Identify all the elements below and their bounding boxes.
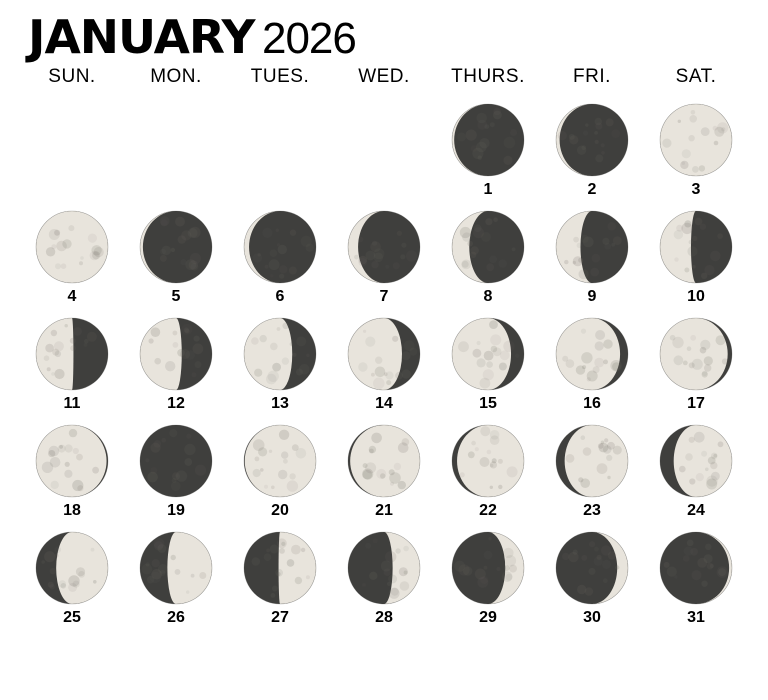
day-number: 31 (687, 609, 705, 626)
calendar-day-cell[interactable] (644, 530, 748, 637)
calendar-day-cell[interactable] (540, 316, 644, 423)
weekday-label-tues: TUES. (250, 66, 310, 87)
calendar-day-cell[interactable] (436, 316, 540, 423)
calendar-day-cell[interactable] (644, 102, 748, 209)
day-number: 18 (63, 502, 81, 519)
moon-phase-icon (242, 530, 318, 606)
day-number: 2 (587, 181, 597, 198)
calendar-day-cell[interactable] (332, 530, 436, 637)
calendar-day-cell[interactable] (332, 316, 436, 423)
moon-phase-icon (554, 423, 630, 499)
calendar-day-cell[interactable] (644, 209, 748, 316)
weekday-label-thurs: THURS. (451, 66, 525, 87)
calendar-day-cell[interactable] (332, 209, 436, 316)
day-number: 13 (271, 395, 289, 412)
moon-phase-icon (450, 530, 526, 606)
weekday-label-sun: SUN. (48, 66, 96, 87)
day-number: 6 (275, 288, 285, 305)
weekday-label-mon: MON. (150, 66, 202, 87)
calendar-day-cell[interactable] (20, 423, 124, 530)
moon-phase-icon (138, 316, 214, 392)
calendar-day-cell[interactable] (124, 530, 228, 637)
moon-phase-icon (34, 530, 110, 606)
day-number: 17 (687, 395, 705, 412)
day-number: 22 (479, 502, 497, 519)
calendar-day-cell[interactable] (436, 209, 540, 316)
day-number: 4 (67, 288, 77, 305)
calendar-day-cell[interactable] (124, 423, 228, 530)
calendar-grid (14, 102, 754, 637)
calendar-day-cell[interactable] (436, 102, 540, 209)
day-number: 10 (687, 288, 705, 305)
day-number: 8 (483, 288, 493, 305)
moon-phase-icon (34, 209, 110, 285)
moon-phase-icon (138, 530, 214, 606)
day-number: 7 (379, 288, 389, 305)
moon-phase-icon (658, 530, 734, 606)
calendar-day-cell[interactable] (644, 423, 748, 530)
day-number: 29 (479, 609, 497, 626)
moon-phase-icon (346, 423, 422, 499)
calendar-day-cell[interactable] (228, 316, 332, 423)
moon-phase-icon (346, 530, 422, 606)
calendar-day-cell[interactable] (540, 423, 644, 530)
moon-phase-icon (554, 102, 630, 178)
calendar-day-cell[interactable] (20, 530, 124, 637)
calendar-day-cell[interactable] (540, 102, 644, 209)
calendar-day-cell[interactable] (436, 530, 540, 637)
moon-phase-icon (450, 316, 526, 392)
day-number: 19 (167, 502, 185, 519)
day-number: 14 (375, 395, 393, 412)
calendar-day-cell[interactable] (644, 316, 748, 423)
moon-phase-icon (450, 209, 526, 285)
moon-phase-icon (450, 102, 526, 178)
day-number: 12 (167, 395, 185, 412)
moon-phase-icon (346, 209, 422, 285)
moon-phase-icon (34, 316, 110, 392)
moon-phase-icon (242, 423, 318, 499)
calendar-day-cell[interactable] (540, 209, 644, 316)
moon-phase-icon (658, 209, 734, 285)
day-number: 25 (63, 609, 81, 626)
calendar-day-cell[interactable] (228, 423, 332, 530)
day-number: 23 (583, 502, 601, 519)
day-number: 11 (63, 395, 81, 412)
calendar-day-cell[interactable] (436, 423, 540, 530)
moon-phase-icon (554, 209, 630, 285)
weekday-label-wed: WED. (358, 66, 410, 87)
moon-phase-icon (242, 209, 318, 285)
moon-phase-icon (554, 530, 630, 606)
weekday-label-sat: SAT. (675, 66, 717, 87)
day-number: 27 (271, 609, 289, 626)
day-number: 16 (583, 395, 601, 412)
moon-phase-icon (450, 423, 526, 499)
day-number: 30 (583, 609, 601, 626)
calendar-day-cell[interactable] (332, 423, 436, 530)
calendar-day-cell[interactable] (540, 530, 644, 637)
moon-phase-icon (658, 423, 734, 499)
day-number: 24 (687, 502, 705, 519)
day-number: 3 (691, 181, 701, 198)
moon-phase-icon (554, 316, 630, 392)
calendar-day-cell[interactable] (228, 209, 332, 316)
weekday-label-fri: FRI. (573, 66, 611, 87)
day-number: 21 (375, 502, 393, 519)
day-number: 9 (587, 288, 597, 305)
day-number: 5 (171, 288, 181, 305)
day-number: 28 (375, 609, 393, 626)
day-number: 26 (167, 609, 185, 626)
calendar-day-cell[interactable] (20, 209, 124, 316)
moon-phase-icon (34, 423, 110, 499)
title-month: JANUARY (28, 10, 255, 64)
calendar-day-cell[interactable] (228, 530, 332, 637)
moon-phase-icon (138, 423, 214, 499)
moon-phase-icon (658, 102, 734, 178)
weekday-header-row (14, 66, 754, 88)
calendar-title (14, 0, 754, 62)
moon-phase-icon (138, 209, 214, 285)
day-number: 20 (271, 502, 289, 519)
day-number: 1 (483, 181, 493, 198)
calendar-day-cell[interactable] (124, 209, 228, 316)
calendar-day-cell[interactable] (20, 316, 124, 423)
moon-phase-icon (346, 316, 422, 392)
calendar-day-cell[interactable] (124, 316, 228, 423)
day-number: 15 (479, 395, 497, 412)
moon-phase-icon (242, 316, 318, 392)
title-year: 2026 (261, 14, 356, 63)
moon-phase-icon (658, 316, 734, 392)
